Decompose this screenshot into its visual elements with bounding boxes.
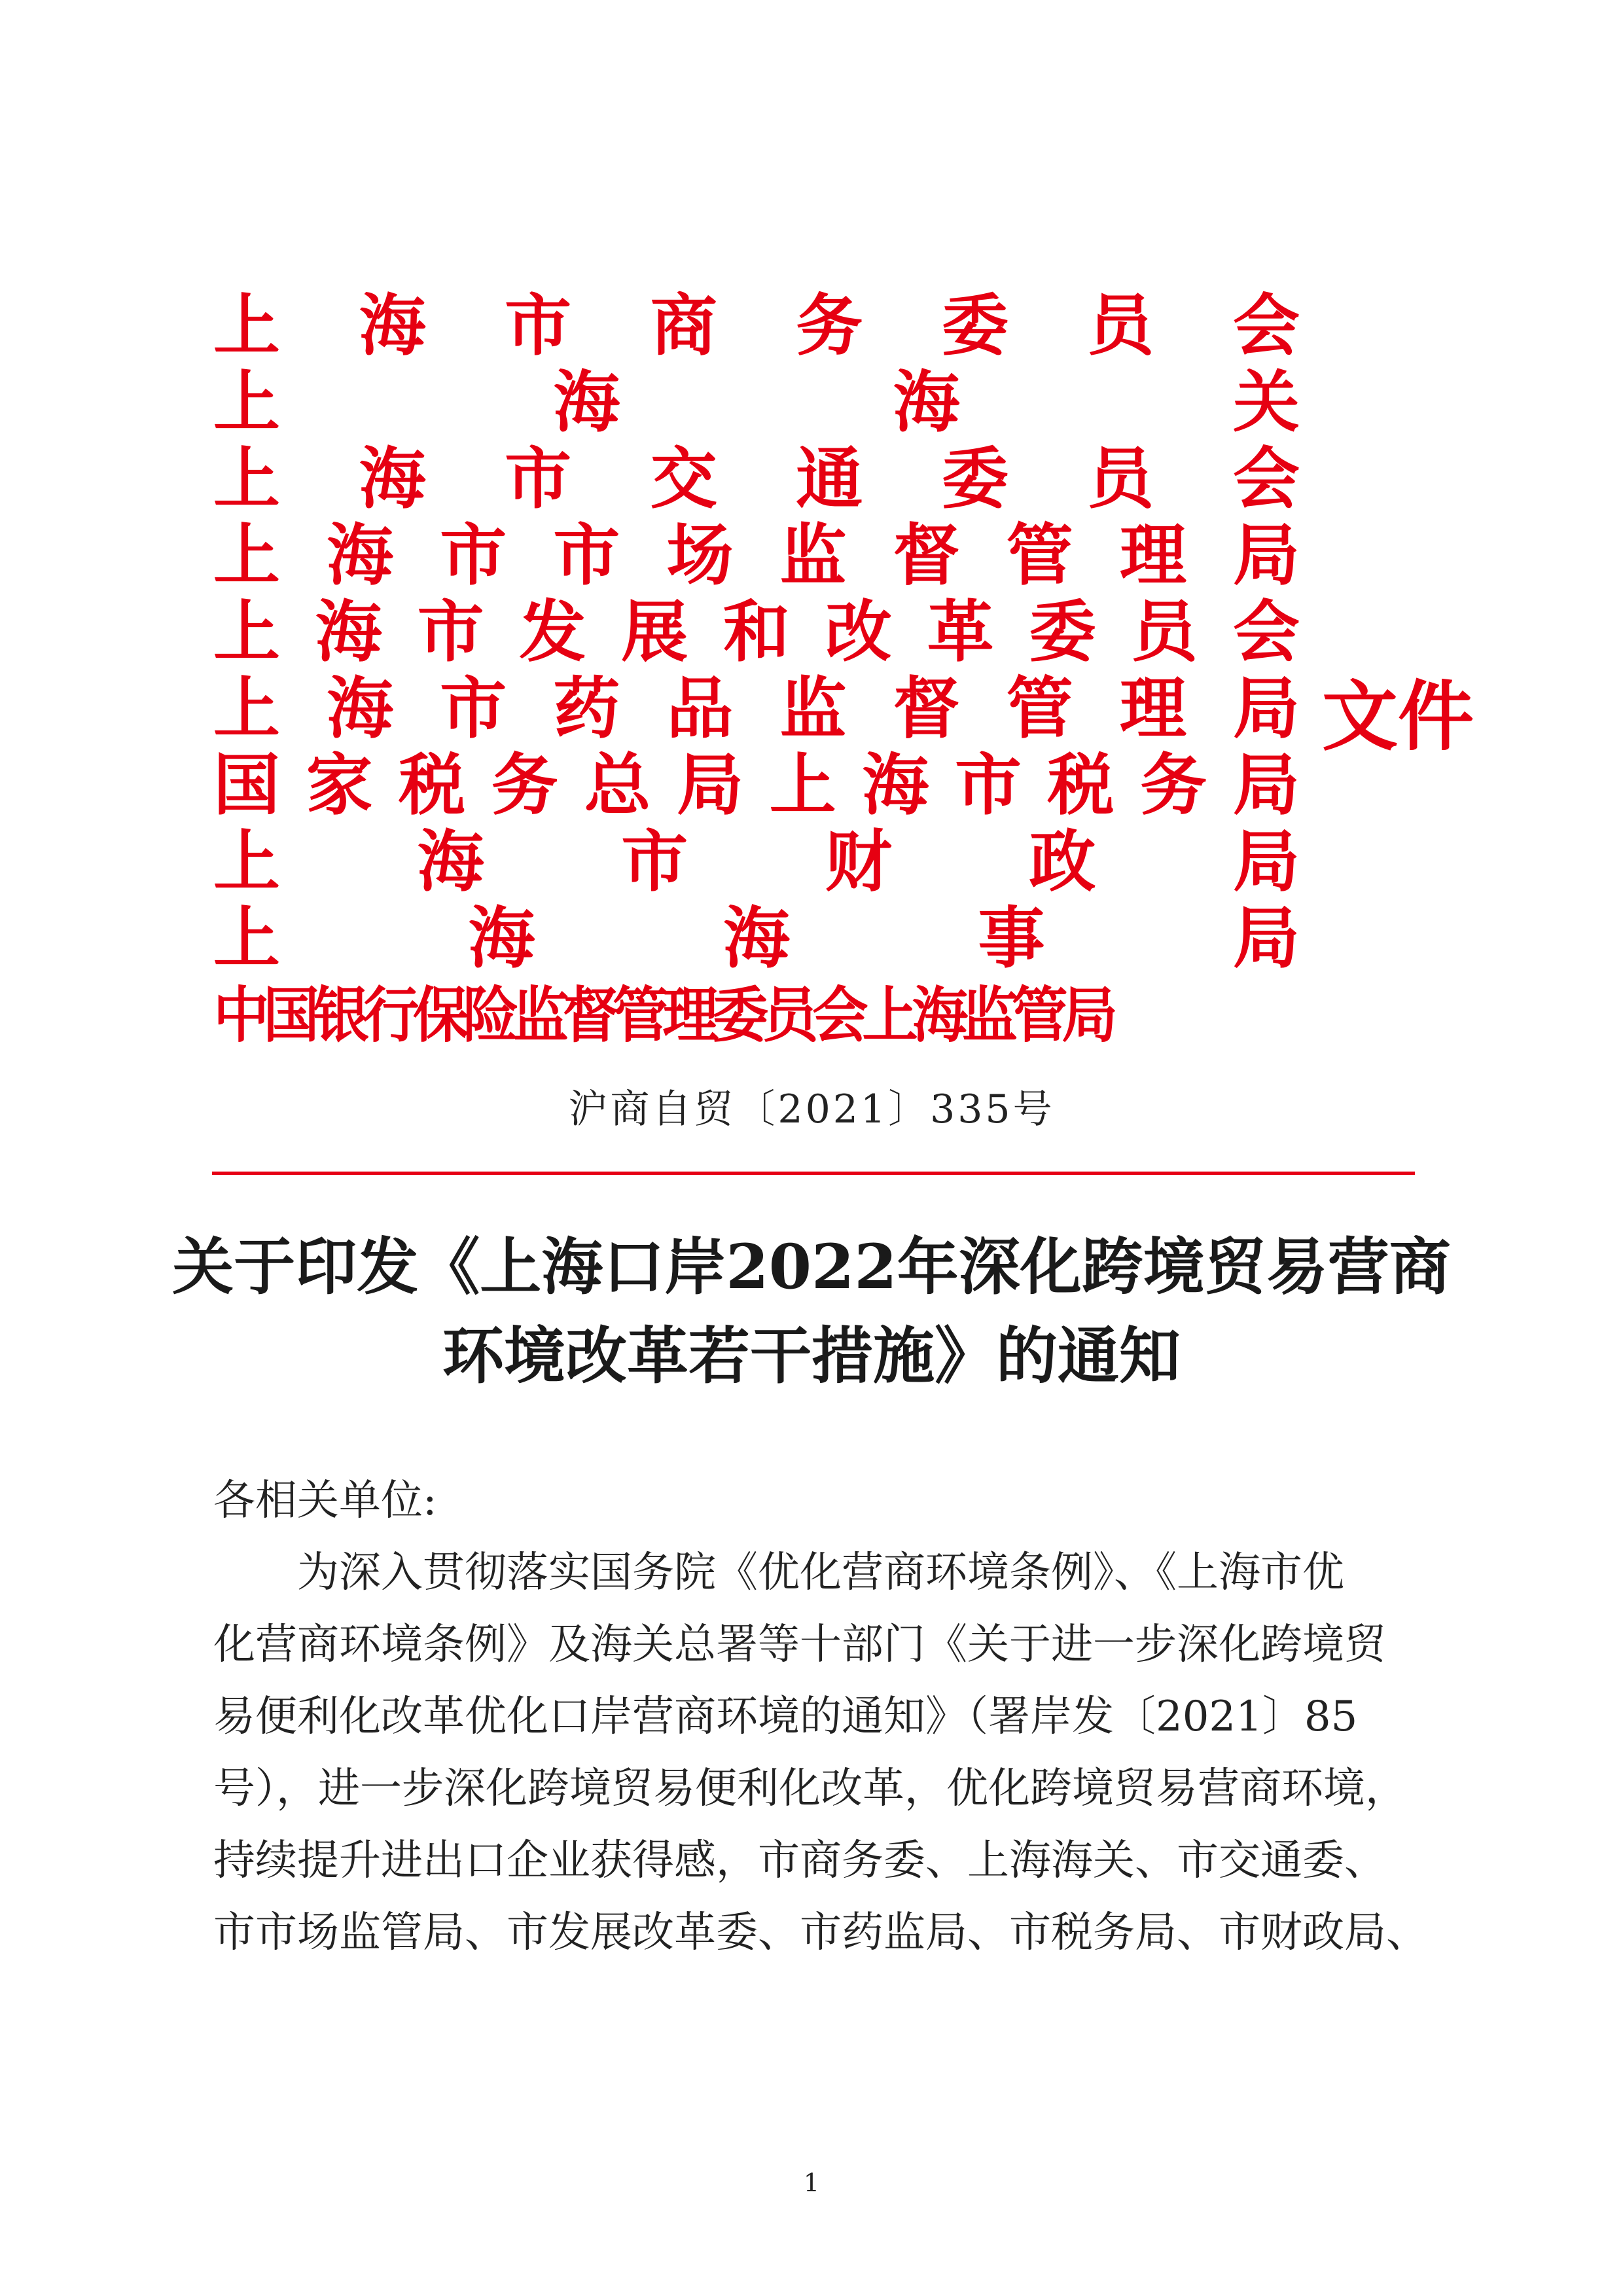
issuer-char: 家	[306, 746, 373, 825]
body-line-3: 易便利化改革优化口岸营商环境的通知》（署岸发〔2021〕85	[213, 1693, 1358, 1741]
issuer-char: 局	[1232, 823, 1300, 901]
issuer-line-commerce	[213, 288, 1300, 365]
issuer-line-development-reform	[213, 594, 1300, 671]
issuer-char: 员	[1131, 593, 1198, 672]
file-word: 文件	[1322, 672, 1474, 761]
issuer-char: 监	[779, 516, 847, 595]
issuer-block	[213, 288, 1300, 1054]
issuer-char: 上	[213, 670, 280, 748]
issuer-char: 总	[584, 746, 651, 825]
issuer-char: 通	[796, 440, 863, 518]
issuer-char: 上	[769, 746, 836, 825]
issuer-char: 市	[505, 287, 572, 365]
issuer-char: 委	[941, 440, 1008, 518]
title-line-1: 关于印发《上海口岸2022年深化跨境贸易营商	[172, 1231, 1451, 1303]
issuer-line-maritime	[213, 901, 1300, 977]
issuer-line-market-supervision	[213, 518, 1300, 594]
issuer-char: 海	[359, 440, 426, 518]
issuer-line-banking-regulator	[213, 977, 1300, 1054]
issuer-char: 会	[1232, 287, 1300, 365]
issuer-char: 市	[553, 516, 620, 595]
issuer-char: 务	[796, 287, 863, 365]
issuer-char: 理	[1119, 516, 1186, 595]
issuer-char: 税	[1047, 746, 1115, 825]
issuer-line-taxation	[213, 747, 1300, 824]
issuer-char: 市	[505, 440, 572, 518]
issuer-char: 督	[893, 516, 960, 595]
issuer-char: 海	[417, 823, 484, 901]
issuer-char: 税	[399, 746, 466, 825]
issuer-char: 委	[1029, 593, 1096, 672]
issuer-char: 管	[1006, 670, 1073, 748]
issuer-char: 员	[1087, 440, 1154, 518]
issuer-char: 海	[893, 363, 960, 442]
issuer-char: 员	[1087, 287, 1154, 365]
issuer-char: 海	[468, 899, 535, 978]
issuer-char: 监	[779, 670, 847, 748]
issuer-char: 财	[825, 823, 892, 901]
issuer-char: 海	[723, 899, 790, 978]
issuer-char: 委	[941, 287, 1008, 365]
issuer-char: 会	[1232, 440, 1300, 518]
issuer-char: 市	[417, 593, 484, 672]
issuer-char: 市	[440, 516, 507, 595]
issuer-char: 务	[1140, 746, 1207, 825]
issuer-char: 市	[440, 670, 507, 748]
issuer-char: 海	[553, 363, 620, 442]
issuer-char: 品	[666, 670, 734, 748]
issuer-line-customs	[213, 365, 1300, 441]
issuer-char: 发	[519, 593, 586, 672]
issuer-char: 上	[213, 516, 280, 595]
issuer-char: 事	[978, 899, 1045, 978]
issuer-char: 药	[553, 670, 620, 748]
issuer-char: 上	[213, 287, 280, 365]
issuer-char: 理	[1119, 670, 1186, 748]
issuer-char: 管	[1006, 516, 1073, 595]
issuer-char: 交	[650, 440, 717, 518]
page-number: 1	[803, 2168, 820, 2197]
issuer-char: 展	[621, 593, 688, 672]
issuer-char: 上	[213, 440, 280, 518]
issuer-char: 上	[213, 899, 280, 978]
issuer-char: 关	[1232, 363, 1300, 442]
document-title	[0, 1223, 1623, 1401]
issuer-char: 上	[213, 363, 280, 442]
issuer-char: 海	[862, 746, 929, 825]
issuer-char: 海	[359, 287, 426, 365]
issuer-char: 商	[650, 287, 717, 365]
issuer-char: 海	[315, 593, 382, 672]
issuer-char: 海	[327, 516, 394, 595]
issuer-char: 市	[621, 823, 688, 901]
document-number: 沪商自贸〔2021〕335号	[568, 1086, 1055, 1132]
issuer-char: 局	[1232, 746, 1300, 825]
issuer-text-banking-regulator: 中国银行保险监督管理委员会上海监管局	[213, 980, 1112, 1050]
body-line-1: 为深入贯彻落实国务院《优化营商环境条例》、《上海市优	[297, 1549, 1344, 1597]
body-line-4: 号），进一步深化跨境贸易便利化改革，优化跨境贸易营商环境，	[213, 1765, 1407, 1813]
issuer-char: 会	[1232, 593, 1300, 672]
body-line-2: 化营商环境条例》及海关总署等十部门《关于进一步深化跨境贸	[213, 1621, 1386, 1669]
issuer-char: 革	[927, 593, 994, 672]
issuer-char: 海	[327, 670, 394, 748]
issuer-char: 务	[491, 746, 558, 825]
salutation: 各相关单位:	[213, 1477, 437, 1525]
title-line-2: 环境改革若干措施》的通知	[442, 1320, 1181, 1392]
issuer-char: 上	[213, 593, 280, 672]
issuer-char: 市	[955, 746, 1022, 825]
issuer-line-finance	[213, 824, 1300, 901]
issuer-char: 政	[1029, 823, 1096, 901]
issuer-char: 改	[825, 593, 892, 672]
issuer-char: 督	[893, 670, 960, 748]
issuer-char: 局	[1233, 899, 1300, 978]
issuer-line-transport	[213, 441, 1300, 518]
red-divider	[212, 1172, 1415, 1175]
issuer-char: 场	[666, 516, 734, 595]
body-line-5: 持续提升进出口企业获得感，市商务委、上海海关、市交通委、	[213, 1837, 1386, 1885]
body-line-6: 市市场监管局、市发展改革委、市药监局、市税务局、市财政局、	[213, 1909, 1428, 1957]
issuer-char: 和	[722, 593, 790, 672]
issuer-char: 局	[1232, 670, 1300, 748]
issuer-line-drug-administration	[213, 671, 1300, 747]
body-text	[213, 1465, 1428, 1969]
issuer-char: 上	[213, 823, 280, 901]
issuer-char: 国	[213, 746, 280, 825]
issuer-char: 局	[1232, 516, 1300, 595]
issuer-char: 局	[677, 746, 744, 825]
